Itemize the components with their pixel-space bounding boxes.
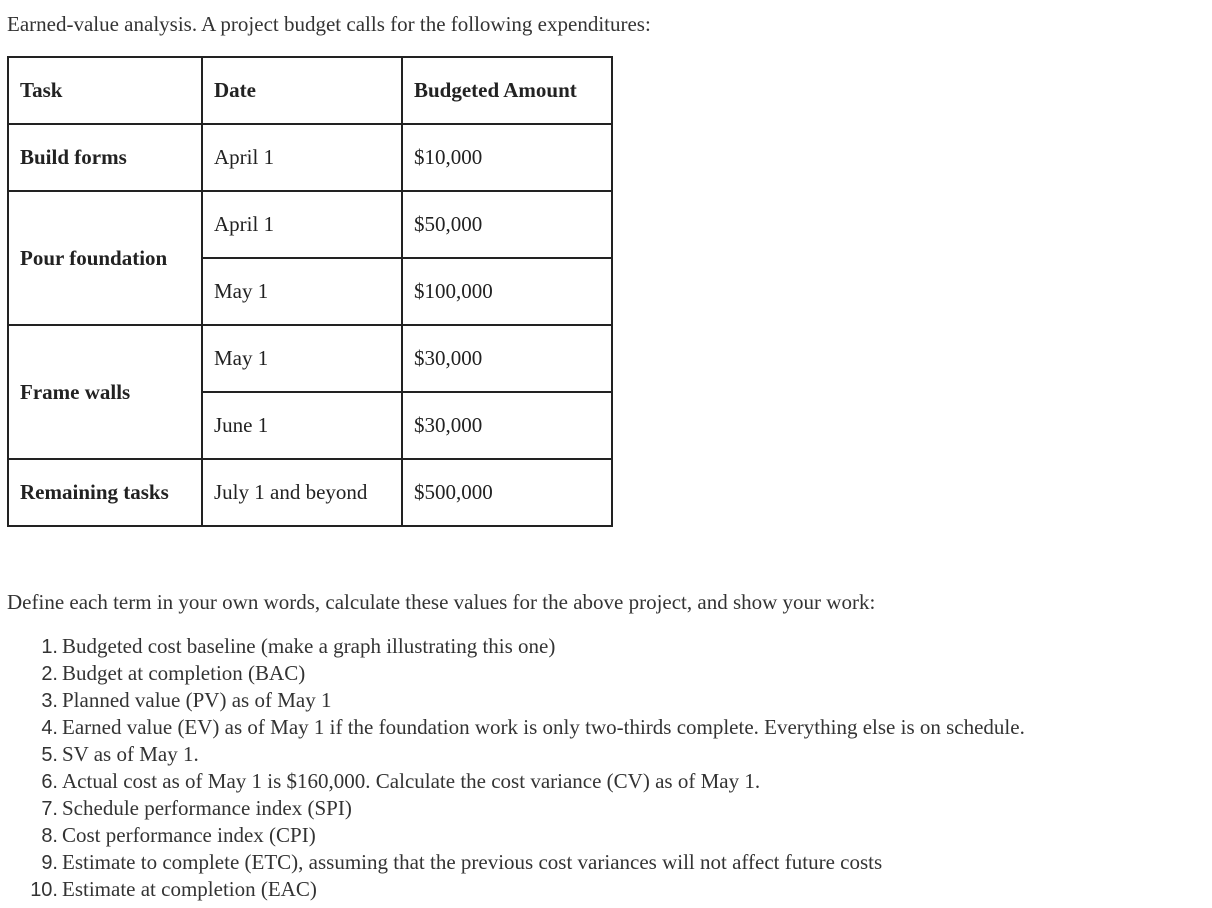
list-item — [0, 741, 1025, 768]
list-item-text: Budgeted cost baseline (make a graph illustrating this one) — [62, 634, 556, 658]
table-header-row — [8, 57, 612, 124]
list-item-number: 6. — [41, 771, 58, 793]
header-task: Task — [8, 57, 202, 124]
table-row — [8, 191, 612, 258]
list-item-text: Earned value (EV) as of May 1 if the foundation work is only two-thirds complete. Everything else is on schedule. — [62, 715, 1025, 739]
amount-cell: $10,000 — [402, 124, 612, 191]
table-row — [8, 459, 612, 526]
task-cell: Frame walls — [8, 325, 202, 459]
table-row — [8, 325, 612, 392]
list-item-number: 7. — [41, 798, 58, 820]
list-item — [0, 822, 1025, 849]
list-item-number: 5. — [41, 744, 58, 766]
date-cell: June 1 — [202, 392, 402, 459]
date-cell: May 1 — [202, 258, 402, 325]
date-cell: April 1 — [202, 191, 402, 258]
amount-cell: $100,000 — [402, 258, 612, 325]
list-item — [0, 795, 1025, 822]
list-item-text: Estimate to complete (ETC), assuming that the previous cost variances will not affect future costs — [62, 850, 883, 874]
task-cell: Remaining tasks — [8, 459, 202, 526]
list-item-number: 4. — [41, 717, 58, 739]
header-budgeted-amount: Budgeted Amount — [402, 57, 612, 124]
list-item-text: SV as of May 1. — [62, 742, 199, 766]
amount-cell: $30,000 — [402, 392, 612, 459]
list-item-number: 8. — [41, 825, 58, 847]
budget-table — [7, 56, 613, 527]
question-list — [0, 633, 1025, 903]
amount-cell: $50,000 — [402, 191, 612, 258]
list-item-text: Planned value (PV) as of May 1 — [62, 688, 332, 712]
list-item-number: 3. — [41, 690, 58, 712]
list-item-text: Estimate at completion (EAC) — [62, 877, 317, 901]
header-date: Date — [202, 57, 402, 124]
amount-cell: $500,000 — [402, 459, 612, 526]
list-item — [0, 876, 1025, 903]
list-item-number: 9. — [41, 852, 58, 874]
list-item — [0, 849, 1025, 876]
list-item — [0, 687, 1025, 714]
list-item-text: Schedule performance index (SPI) — [62, 796, 352, 820]
list-item — [0, 768, 1025, 795]
list-item-number: 10. — [30, 879, 58, 901]
amount-cell: $30,000 — [402, 325, 612, 392]
list-item-text: Actual cost as of May 1 is $160,000. Calculate the cost variance (CV) as of May 1. — [62, 769, 761, 793]
list-item-text: Cost performance index (CPI) — [62, 823, 316, 847]
list-item-text: Budget at completion (BAC) — [62, 661, 306, 685]
list-item — [0, 660, 1025, 687]
list-item-number: 1. — [41, 636, 58, 658]
list-item — [0, 633, 1025, 660]
date-cell: July 1 and beyond — [202, 459, 402, 526]
date-cell: April 1 — [202, 124, 402, 191]
intro-text: Earned-value analysis. A project budget calls for the following expenditures: — [7, 12, 651, 36]
task-cell: Build forms — [8, 124, 202, 191]
list-item — [0, 714, 1025, 741]
date-cell: May 1 — [202, 325, 402, 392]
table-row — [8, 124, 612, 191]
instructions-text: Define each term in your own words, calculate these values for the above project, and show your work: — [7, 590, 876, 614]
task-cell: Pour foundation — [8, 191, 202, 325]
list-item-number: 2. — [41, 663, 58, 685]
